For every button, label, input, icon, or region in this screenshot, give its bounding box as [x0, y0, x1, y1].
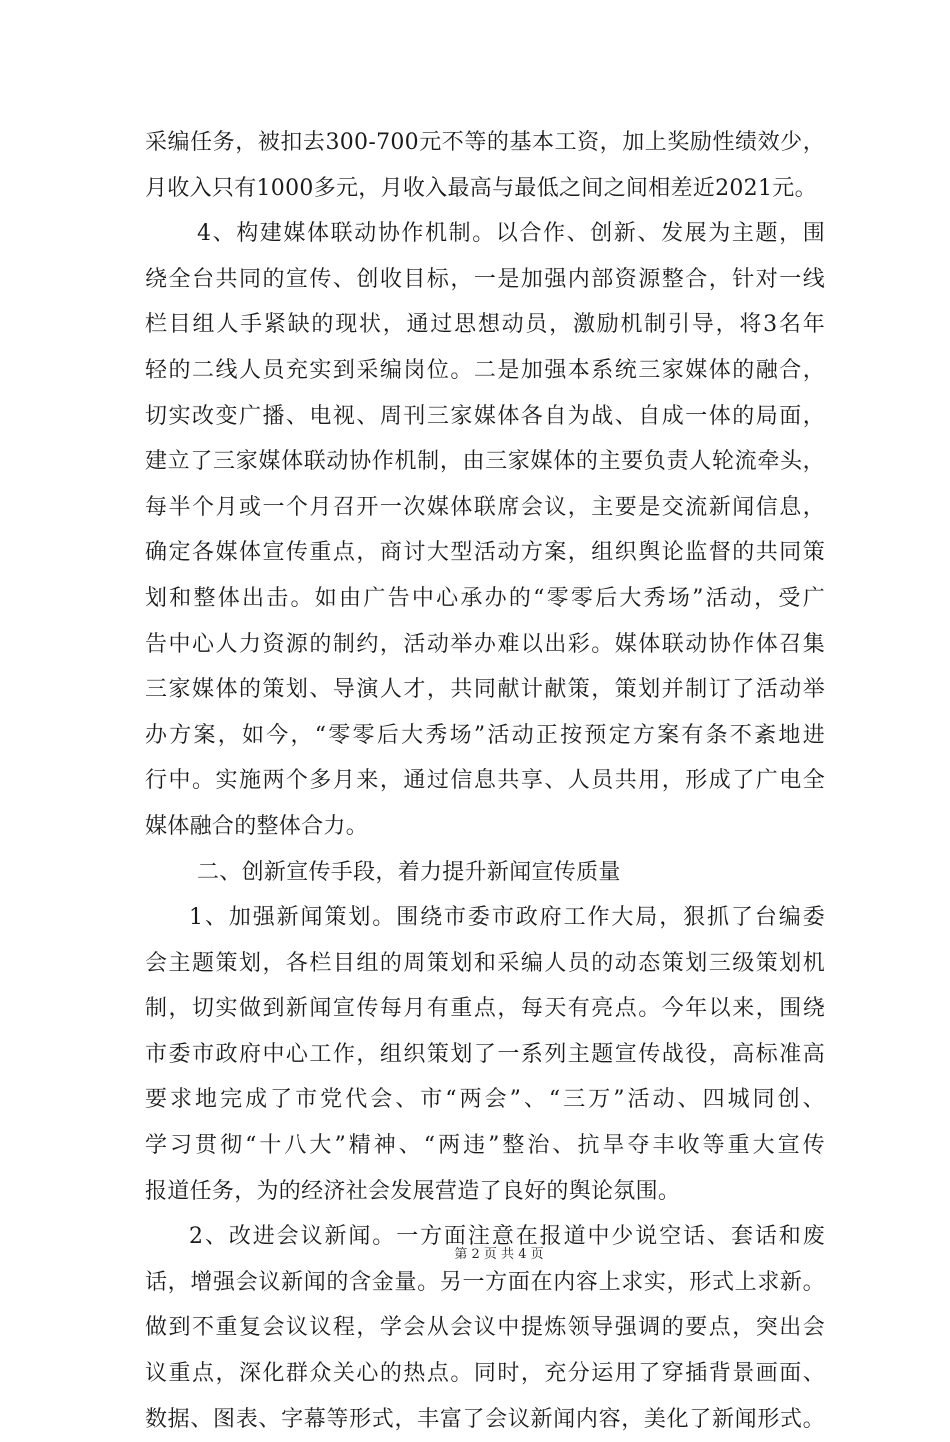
text-line: 市委市政府中心工作，组织策划了一系列主题宣传战役，高标准高 — [145, 1041, 825, 1067]
text-line: 议重点，深化群众关心的热点。同时，充分运用了穿插背景画面、 — [145, 1361, 825, 1387]
text-line: 行中。实施两个多月来，通过信息共享、人员共用，形成了广电全 — [145, 768, 825, 794]
text-line: 数据、图表、字幕等形式，丰富了会议新闻内容，美化了新闻形式。 — [145, 1406, 825, 1432]
text-line: 办方案，如今，“零零后大秀场”活动正按预定方案有条不紊地进 — [145, 722, 825, 748]
text-line: 要求地完成了市党代会、市“两会”、“三万”活动、四城同创、 — [145, 1087, 825, 1113]
text-line: 绕全台共同的宣传、创收目标，一是加强内部资源整合，针对一线 — [145, 266, 825, 292]
text-line: 月收入只有1000多元，月收入最高与最低之间之间相差近2021元。 — [145, 175, 817, 201]
text-line: 媒体融合的整体合力。 — [145, 813, 369, 839]
text-line: 轻的二线人员充实到采编岗位。二是加强本系统三家媒体的融合， — [145, 357, 825, 383]
text-line: 会主题策划，各栏目组的周策划和采编人员的动态策划三级策划机 — [145, 950, 825, 976]
text-line: 确定各媒体宣传重点，商讨大型活动方案，组织舆论监督的共同策 — [145, 540, 825, 566]
text-line: 制，切实做到新闻宣传每月有重点，每天有亮点。今年以来，围绕 — [145, 996, 825, 1022]
paragraph-start-line: 4、构建媒体联动协作机制。以合作、创新、发展为主题，围 — [197, 221, 825, 247]
text-line: 告中心人力资源的制约，活动举办难以出彩。媒体联动协作体召集 — [145, 631, 825, 657]
text-line: 学习贯彻“十八大”精神、“两违”整治、抗旱夺丰收等重大宣传 — [145, 1133, 825, 1159]
text-line: 切实改变广播、电视、周刊三家媒体各自为战、自成一体的局面， — [145, 403, 825, 429]
text-line: 做到不重复会议议程，学会从会议中提炼领导强调的要点，突出会 — [145, 1315, 825, 1341]
text-line: 建立了三家媒体联动协作机制，由三家媒体的主要负责人轮流牵头， — [145, 449, 825, 475]
paragraph-start-line: 2、改进会议新闻。一方面注意在报道中少说空话、套话和废 — [189, 1224, 825, 1250]
text-line: 栏目组人手紧缺的现状，通过思想动员，激励机制引导，将3名年 — [145, 312, 825, 338]
text-line: 每半个月或一个月召开一次媒体联席会议，主要是交流新闻信息， — [145, 494, 825, 520]
section-heading: 二、创新宣传手段，着力提升新闻宣传质量 — [197, 859, 621, 885]
page-number-label: 第 2 页 共 4 页 — [454, 1247, 544, 1262]
paragraph-start-line: 1、加强新闻策划。围绕市委市政府工作大局，狠抓了台编委 — [189, 905, 825, 931]
text-line: 三家媒体的策划、导演人才，共同献计献策，策划并制订了活动举 — [145, 677, 825, 703]
text-line: 报道任务，为的经济社会发展营造了良好的舆论氛围。 — [145, 1178, 681, 1204]
body-text — [145, 120, 825, 1442]
page-number — [0, 1246, 950, 1264]
text-line: 采编任务，被扣去300-700元不等的基本工资，加上奖励性绩效少， — [145, 130, 825, 155]
text-line: 划和整体出击。如由广告中心承办的“零零后大秀场”活动，受广 — [145, 585, 825, 611]
text-line: 话，增强会议新闻的含金量。另一方面在内容上求实，形式上求新。 — [145, 1269, 825, 1295]
